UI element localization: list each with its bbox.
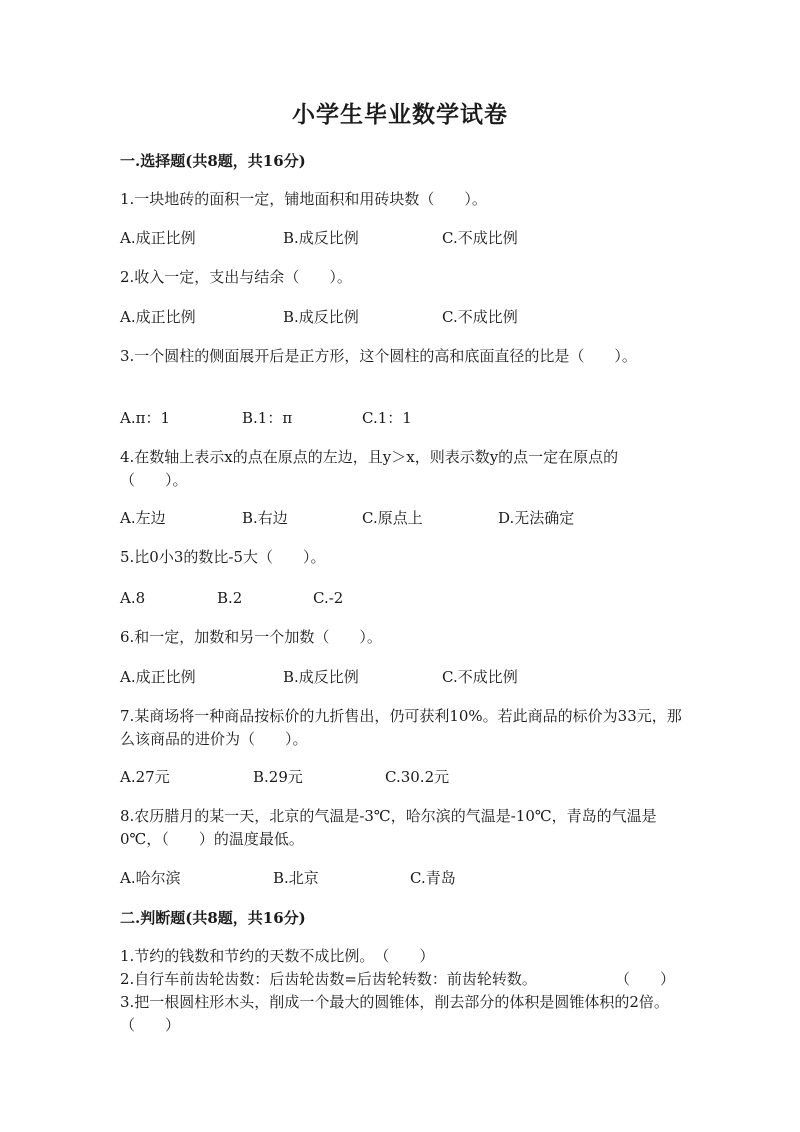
option-a[interactable]: A.成正比例 xyxy=(120,668,196,686)
question-8: 8.农历腊月的某一天，北京的气温是-3℃，哈尔滨的气温是-10℃，青岛的气温是0℃，（ ）的温度最低。 xyxy=(120,807,657,848)
option-d[interactable]: D.无法确定 xyxy=(498,509,575,527)
question-3: 3.一个圆柱的侧面展开后是正方形，这个圆柱的高和底面直径的比是（ ）。 xyxy=(120,347,637,365)
option-b[interactable]: B.右边 xyxy=(242,509,288,527)
option-a[interactable]: A.成正比例 xyxy=(120,229,196,247)
option-b[interactable]: B.成反比例 xyxy=(283,308,359,326)
option-c[interactable]: C.不成比例 xyxy=(442,229,518,247)
question-6: 6.和一定，加数和另一个加数（ ）。 xyxy=(120,628,382,646)
option-c[interactable]: C.不成比例 xyxy=(442,308,518,326)
option-a[interactable]: A.π：1 xyxy=(120,409,171,427)
tf-item-2-text: 2.自行车前齿轮齿数：后齿轮齿数=后齿轮转数：前齿轮转数。 xyxy=(120,970,537,988)
option-b[interactable]: B.成反比例 xyxy=(283,229,359,247)
page-title: 小学生毕业数学试卷 xyxy=(292,101,508,128)
option-c[interactable]: C.原点上 xyxy=(362,509,423,527)
question-7: 7.某商场将一种商品按标价的九折售出，仍可获利10%。若此商品的标价为33元，那么该商品的进价为（ ）。 xyxy=(120,707,682,748)
option-b[interactable]: B.成反比例 xyxy=(283,668,359,686)
option-a[interactable]: A.左边 xyxy=(120,509,166,527)
question-2: 2.收入一定，支出与结余（ ）。 xyxy=(120,268,352,286)
option-c[interactable]: C.30.2元 xyxy=(385,768,450,786)
option-a[interactable]: A.27元 xyxy=(120,768,170,786)
tf-item-2 xyxy=(120,968,680,991)
tf-item-1: 1.节约的钱数和节约的天数不成比例。 （ ） xyxy=(120,947,435,965)
option-c[interactable]: C.1：1 xyxy=(362,409,412,427)
question-4: 4.在数轴上表示x的点在原点的左边，且y＞x，则表示数y的点一定在原点的（ ）。 xyxy=(120,448,619,489)
section-heading-multiple-choice: 一.选择题(共8题，共16分) xyxy=(120,152,306,170)
section-heading-true-false: 二.判断题(共8题，共16分) xyxy=(120,909,306,927)
option-b[interactable]: B.北京 xyxy=(273,869,319,887)
option-a[interactable]: A.哈尔滨 xyxy=(120,869,181,887)
option-c[interactable]: C.不成比例 xyxy=(442,668,518,686)
tf-item-3: 3.把一根圆柱形木头，削成一个最大的圆锥体，削去部分的体积是圆锥体积的2倍。 （ ） xyxy=(120,993,677,1034)
option-c[interactable]: C.-2 xyxy=(313,589,344,607)
answer-bracket[interactable]: （ ） xyxy=(615,970,676,988)
option-b[interactable]: B.1：π xyxy=(242,409,293,427)
option-b[interactable]: B.2 xyxy=(217,589,243,607)
option-a[interactable]: A.成正比例 xyxy=(120,308,196,326)
question-5: 5.比0小3的数比-5大（ ）。 xyxy=(120,548,326,566)
option-b[interactable]: B.29元 xyxy=(253,768,303,786)
option-c[interactable]: C.青岛 xyxy=(410,869,456,887)
option-a[interactable]: A.8 xyxy=(120,589,146,607)
question-1: 1.一块地砖的面积一定，铺地面积和用砖块数（ ）。 xyxy=(120,190,487,208)
